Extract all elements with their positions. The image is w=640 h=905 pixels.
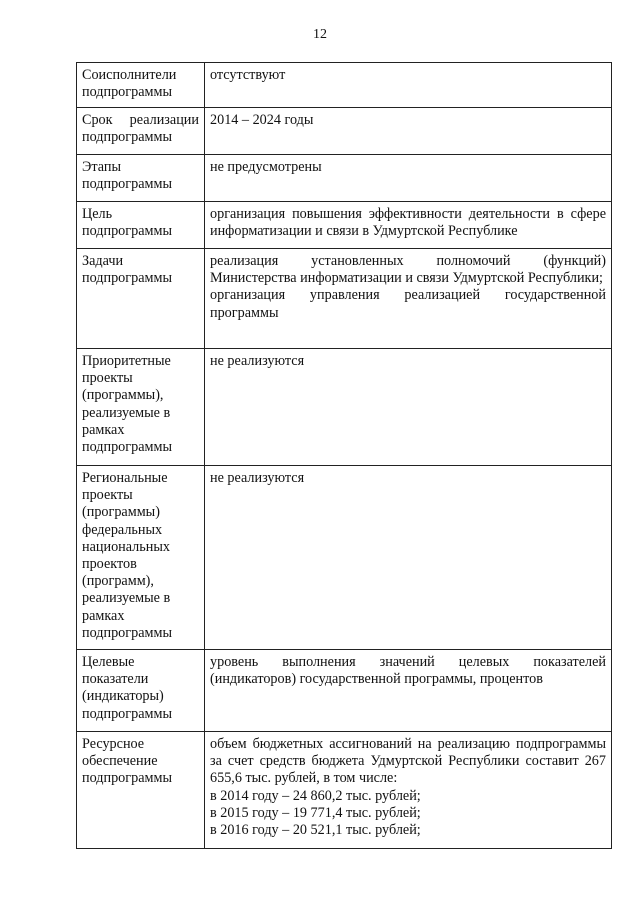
- row-value: [205, 466, 612, 650]
- label-line: Срок реализации: [82, 112, 199, 128]
- row-value: [205, 63, 612, 108]
- value-line: не реализуются: [210, 353, 305, 369]
- table-row: [77, 202, 612, 249]
- value-line: 2014 – 2024 годы: [210, 112, 314, 128]
- value-line: уровень выполнения значений целевых показателей (индикаторов) государственной программы, процентов: [210, 654, 606, 688]
- row-value: [205, 155, 612, 202]
- value-line: не реализуются: [210, 470, 305, 486]
- label-line: подпрограммы: [82, 129, 172, 146]
- value-line: организация повышения эффективности деятельности в сфере информатизации и связи в Удмуртской Республике: [210, 206, 606, 240]
- value-line: в 2014 году – 24 860,2 тыс. рублей;: [210, 787, 421, 804]
- table-row: [77, 155, 612, 202]
- row-label: [77, 108, 205, 155]
- subprogram-passport-table: [76, 62, 612, 849]
- row-value: [205, 732, 612, 849]
- row-value: [205, 108, 612, 155]
- value-line: организация управления реализацией государственной программы: [210, 287, 606, 321]
- row-value: [205, 650, 612, 732]
- row-label: Соисполнители подпрограммы: [77, 63, 205, 108]
- page-number: 12: [313, 27, 327, 42]
- value-line: не предусмотрены: [210, 159, 322, 175]
- row-label: Региональные проекты (программы) федеральных национальных проектов (программ), реализуемые в рамках подпрограммы: [77, 466, 205, 650]
- table-row: [77, 466, 612, 650]
- value-line: в 2015 году – 19 771,4 тыс. рублей;: [210, 804, 421, 821]
- row-label: Этапы подпрограммы: [77, 155, 205, 202]
- value-line: отсутствуют: [210, 67, 286, 83]
- value-line: реализация установленных полномочий (функций) Министерства информатизации и связи Удмуртской Республики;: [210, 253, 606, 287]
- value-line: объем бюджетных ассигнований на реализацию подпрограммы за счет средств бюджета Удмуртской Республики составит 267 655,6 тыс. рублей, в том числе:: [210, 736, 606, 787]
- row-label: Целевые показатели (индикаторы) подпрограммы: [77, 650, 205, 732]
- table-row: [77, 732, 612, 849]
- table-row: [77, 650, 612, 732]
- table-row: [77, 349, 612, 466]
- table-row: [77, 108, 612, 155]
- row-label: Задачи подпрограммы: [77, 249, 205, 349]
- row-label: Цель подпрограммы: [77, 202, 205, 249]
- row-label: Ресурсное обеспечение подпрограммы: [77, 732, 205, 849]
- row-value: [205, 349, 612, 466]
- table-row: [77, 249, 612, 349]
- value-line: в 2016 году – 20 521,1 тыс. рублей;: [210, 822, 421, 839]
- row-label: Приоритетные проекты (программы), реализуемые в рамках подпрограммы: [77, 349, 205, 466]
- table-row: [77, 63, 612, 108]
- row-value: [205, 202, 612, 249]
- row-value: [205, 249, 612, 349]
